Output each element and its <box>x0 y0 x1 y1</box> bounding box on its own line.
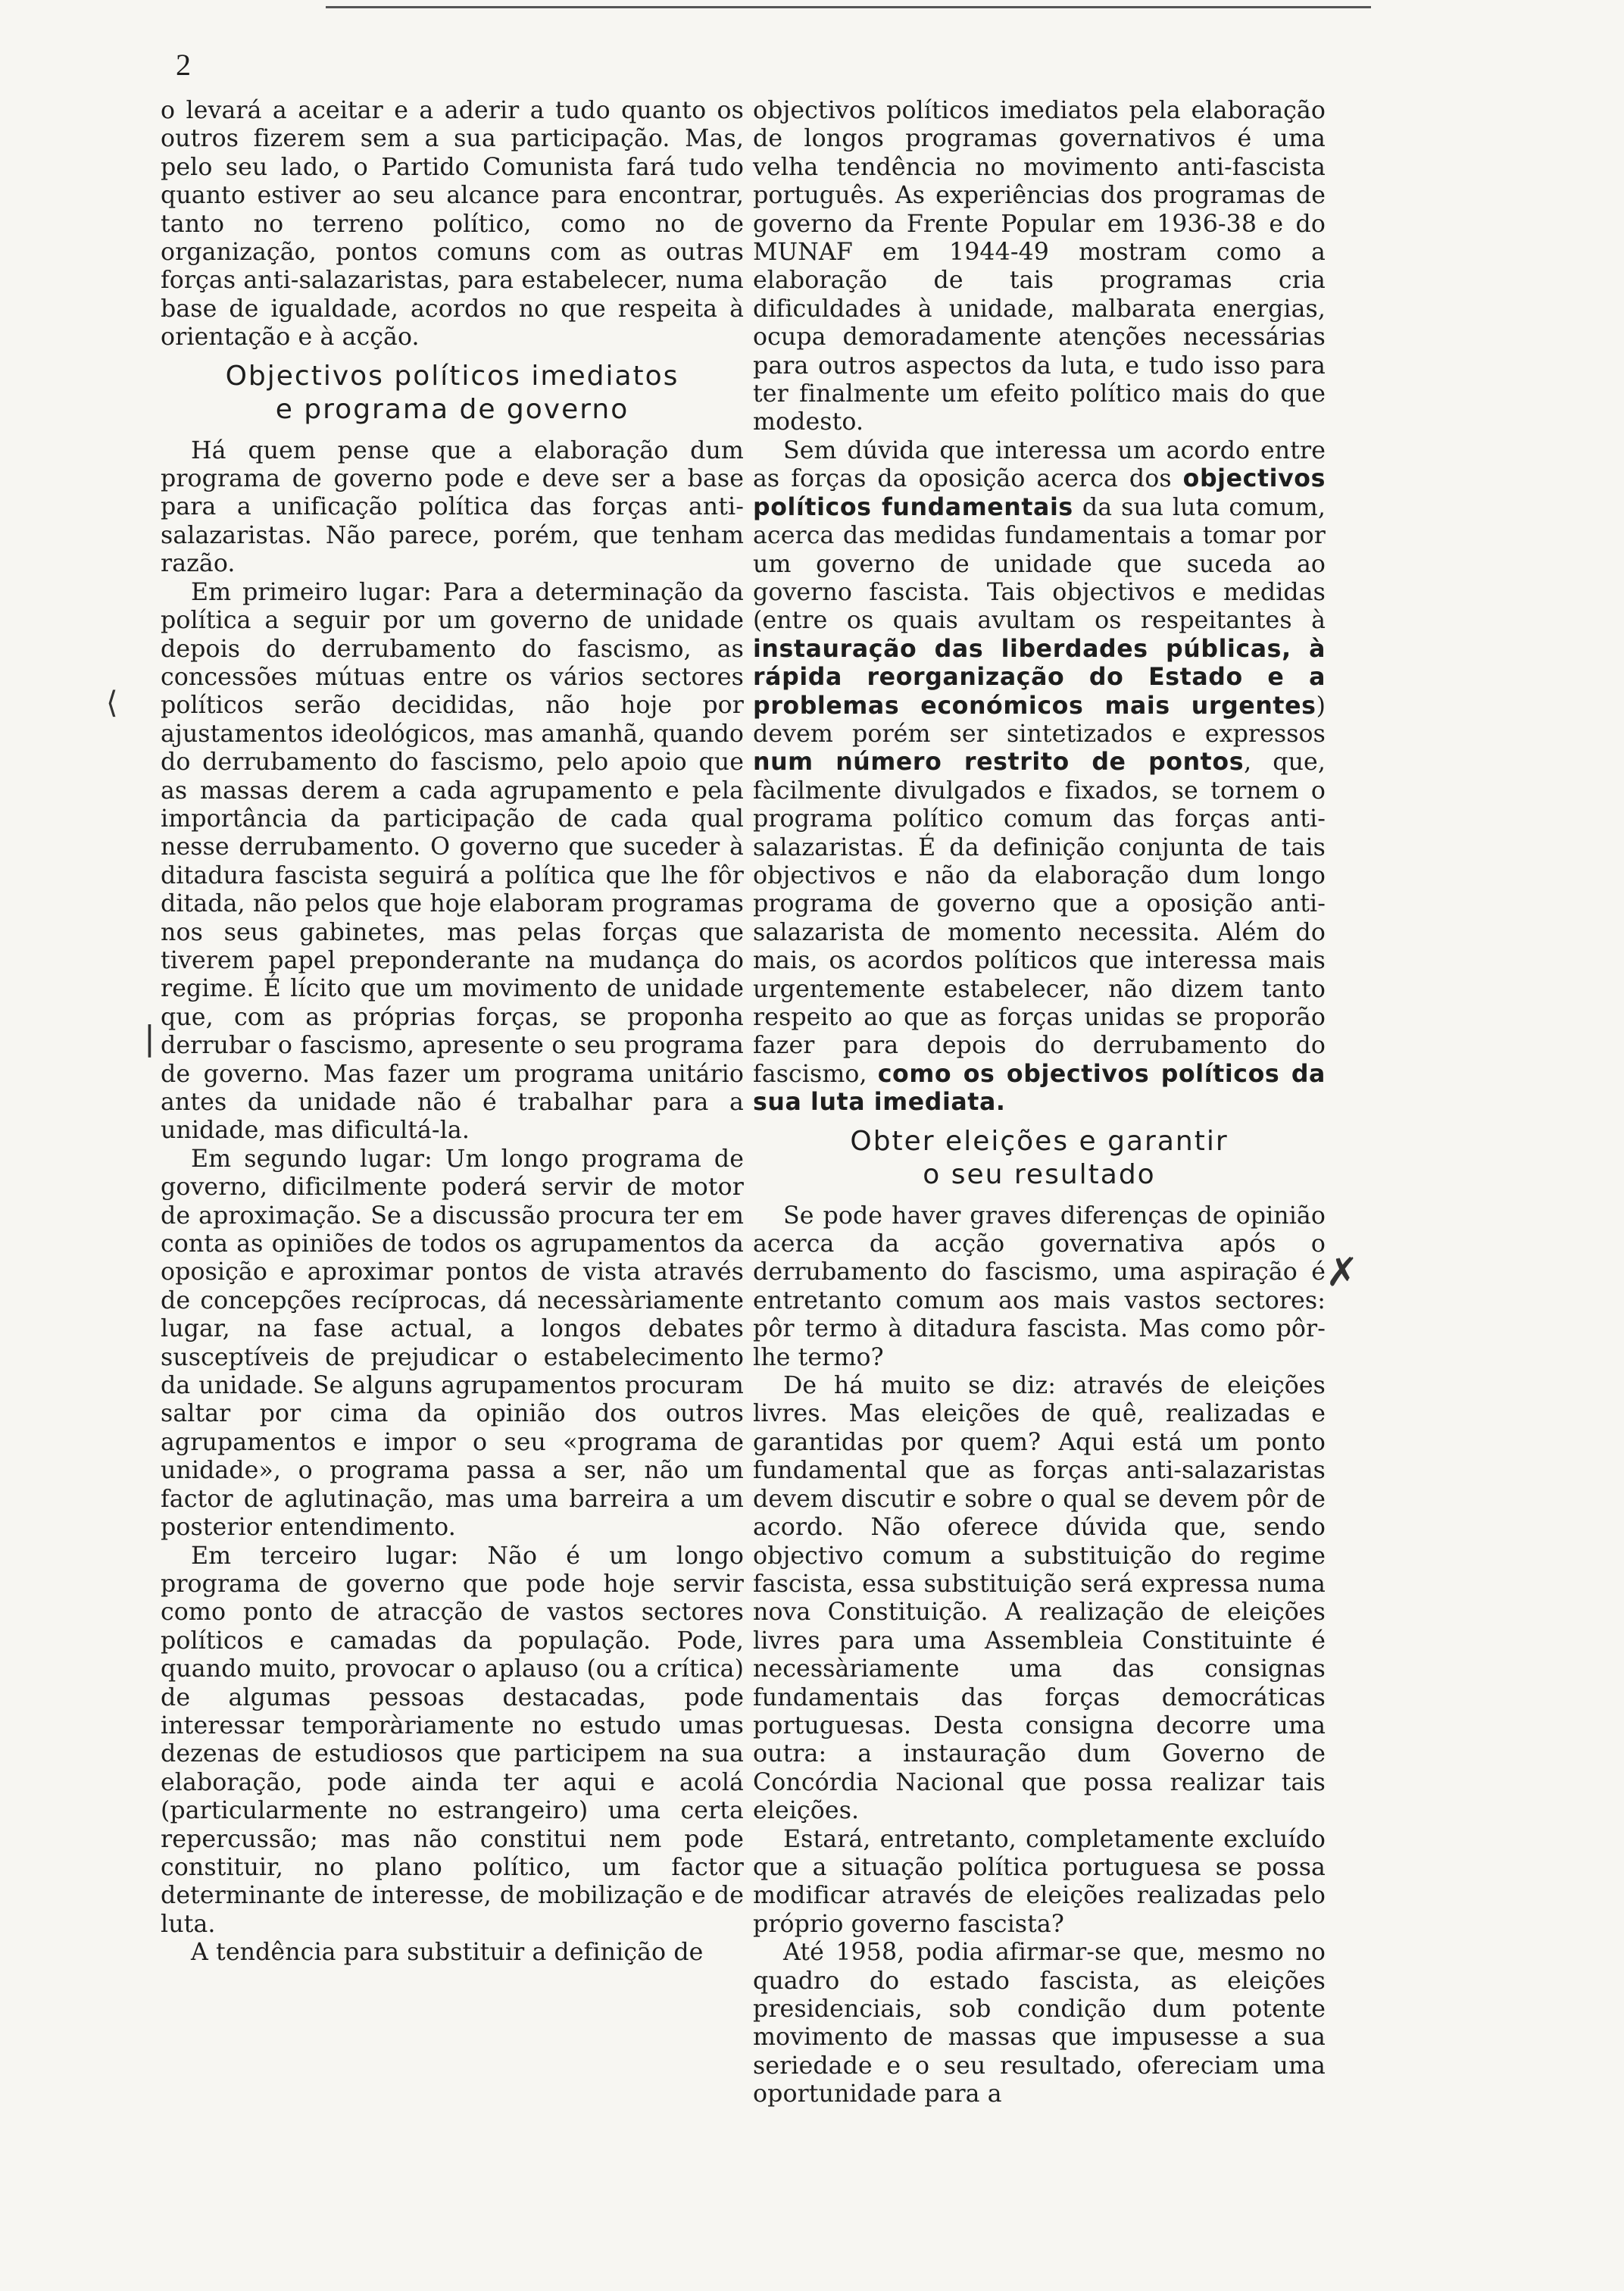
text-run: ) devem porém ser sintetizados e expressos <box>753 692 1326 748</box>
bold-text-run: objectivos políticos fundamentais <box>753 465 1326 521</box>
bold-text-run: num número restrito de pontos <box>753 749 1245 777</box>
paragraph: Estará, entretanto, completamente excluído que a situação política portuguesa se possa modificar através de eleições realizadas pelo próprio governo fascista? <box>753 1825 1326 1938</box>
section-heading-objectivos <box>161 360 744 427</box>
section-heading-eleicoes <box>753 1125 1326 1192</box>
page-number: 2 <box>176 48 191 82</box>
text-run: , que, fàcilmente divulgados e fixados, se tornem o programa político comum das forças anti-salazaristas. É da definição conjunta de tais objectivos e não da elaboração dum longo programa de governo que a oposição anti-salazarista de momento necessita. Além do mais, os acordos políticos que interessa mais urgentemente estabelecer, não dizem tanto respeito ao que as forças unidas se proporão fazer para depois do derrubamento do fascismo, <box>753 749 1326 1088</box>
bold-text-run: como os objectivos políticos da sua luta imediata. <box>753 1060 1326 1117</box>
paragraph: Há quem pense que a elaboração dum programa de governo pode e deve ser a base para a unificação política das forças anti-salazaristas. Não parece, porém, que tenham razão. <box>161 436 744 578</box>
paragraph: A tendência para substituir a definição de <box>191 1939 704 1967</box>
top-rule <box>326 6 1371 8</box>
paragraph: objectivos políticos imediatos pela elaboração de longos programas governativos é uma velha tendência no movimento anti-fascista português. As experiências dos programas de governo da Frente Popular em 1936-38 e do MUNAF em 1944-49 mostram como a elaboração de tais programas cria dificuldades à unidade, malbarata energias, ocupa demoradamente atenções necessárias para outros aspectos da luta, e tudo isso para ter finalmente um efeito político mais do que modesto. <box>753 97 1326 436</box>
heading-line: Obter eleições e garantir <box>850 1125 1229 1157</box>
paragraph: Em segundo lugar: Um longo programa de governo, dificilmente poderá servir de motor de aproximação. Se a discussão procura ter em conta as opiniões de todos os agrupamentos da oposição e aproximar pontos de vista através de concepções recíprocas, dá necessàriamente lugar, na fase actual, a longos debates susceptíveis de prejudicar o estabelecimento da unidade. Se alguns agrupamentos procuram saltar por cima da opinião dos outros agrupamentos e impor o seu «programa de unidade», o programa passa a ser, não um factor de aglutinação, mas uma barreira a um posterior entendimento. <box>161 1145 744 1542</box>
paragraph: o levará a aceitar e a aderir a tudo quanto os outros fizerem sem a sua participação. Mas, pelo seu lado, o Partido Comunista fará tudo quanto estiver ao seu alcance para encontrar, tanto no terreno político, como no de organização, pontos comuns com as outras forças anti-salazaristas, para estabelecer, numa base de igualdade, acordos no que respeita à orientação e à acção. <box>161 97 744 352</box>
paragraph <box>753 437 1326 1117</box>
paragraph: De há muito se diz: através de eleições livres. Mas eleições de quê, realizadas e garantidas por quem? Aqui está um ponto fundamental que as forças anti-salazaristas devem discutir e sobre o qual se devem pôr de acordo. Não oferece dúvida que, sendo objectivo comum a substituição do regime fascista, essa substituição será expressa numa nova Constituição. A realização de eleições livres para uma Assembleia Constituinte é necessàriamente uma das consignas fundamentais das forças democráticas portuguesas. Desta consigna decorre uma outra: a instauração dum Governo de Concórdia Nacional que possa realizar tais eleições. <box>753 1372 1326 1825</box>
paragraph: Em terceiro lugar: Não é um longo programa de governo que pode hoje servir como ponto de atracção de vastos sectores políticos e camadas da população. Pode, quando muito, provocar o aplauso (ou a crítica) de algumas pessoas destacadas, pode interessar temporàriamente no estudo umas dezenas de estudiosos que participem na sua elaboração, pode ainda ter aqui e acolá (particularmente no estrangeiro) uma certa repercussão; mas não constitui nem pode constituir, no plano político, um factor determinante de interesse, de mobilização e de luta. <box>161 1542 744 1938</box>
text-run: da sua luta comum, acerca das medidas fundamentais a tomar por um governo de unidade que suceda ao governo fascista. Tais objectivos e medidas (entre os quais avultam os respeitantes à <box>753 493 1326 635</box>
paragraph: Em primeiro lugar: Para a determinação da política a seguir por um governo de unidade depois do derrubamento do fascismo, as concessões mútuas entre os vários sectores políticos serão decididas, não hoje por ajustamentos ideológicos, mas amanhã, quando do derrubamento do fascismo, pelo apoio que as massas derem a cada agrupamento e pela importância da participação de cada qual nesse derrubamento. O governo que suceder à ditadura fascista seguirá a política que lhe fôr ditada, não pelos que hoje elaboram programas nos seus gabinetes, mas pelas forças que tiverem papel preponderante na mudança do regime. É lícito que um movimento de unidade que, com as próprias forças, se proponha derrubar o fascismo, apresente o seu programa de governo. Mas fazer um programa unitário antes da unidade não é trabalhar para a unidade, mas dificultá-la. <box>161 578 744 1145</box>
paragraph: Até 1958, podia afirmar-se que, mesmo no quadro do estado fascista, as eleições presidenciais, sob condição dum potente movimento de massas que impusesse a sua seriedade e o seu resultado, ofereciam uma oportunidade para a <box>753 1939 1326 2108</box>
margin-cross-mark: ✗ <box>1326 1250 1359 1296</box>
bold-text-run: instauração das liberdades públicas, à rápida reorganização do Estado e a problemas económicos mais urgentes <box>753 635 1326 720</box>
text-run: Sem dúvida que interessa um acordo entre as forças da oposição acerca dos <box>753 436 1326 493</box>
heading-line: o seu resultado <box>923 1158 1156 1190</box>
right-column <box>753 97 1326 2109</box>
margin-check-mark: ⟨ <box>106 686 118 720</box>
margin-bracket-mark: | <box>144 1019 155 1058</box>
paragraph: Se pode haver graves diferenças de opinião acerca da acção governativa após o derrubamento do fascismo, uma aspiração é entretanto comum aos mais vastos sectores: pôr termo à ditadura fascista. Mas como pôr-lhe termo? <box>753 1202 1326 1371</box>
left-column <box>161 97 744 1968</box>
heading-line: Objectivos políticos imediatos <box>225 360 679 392</box>
heading-line: e programa de governo <box>275 393 629 425</box>
